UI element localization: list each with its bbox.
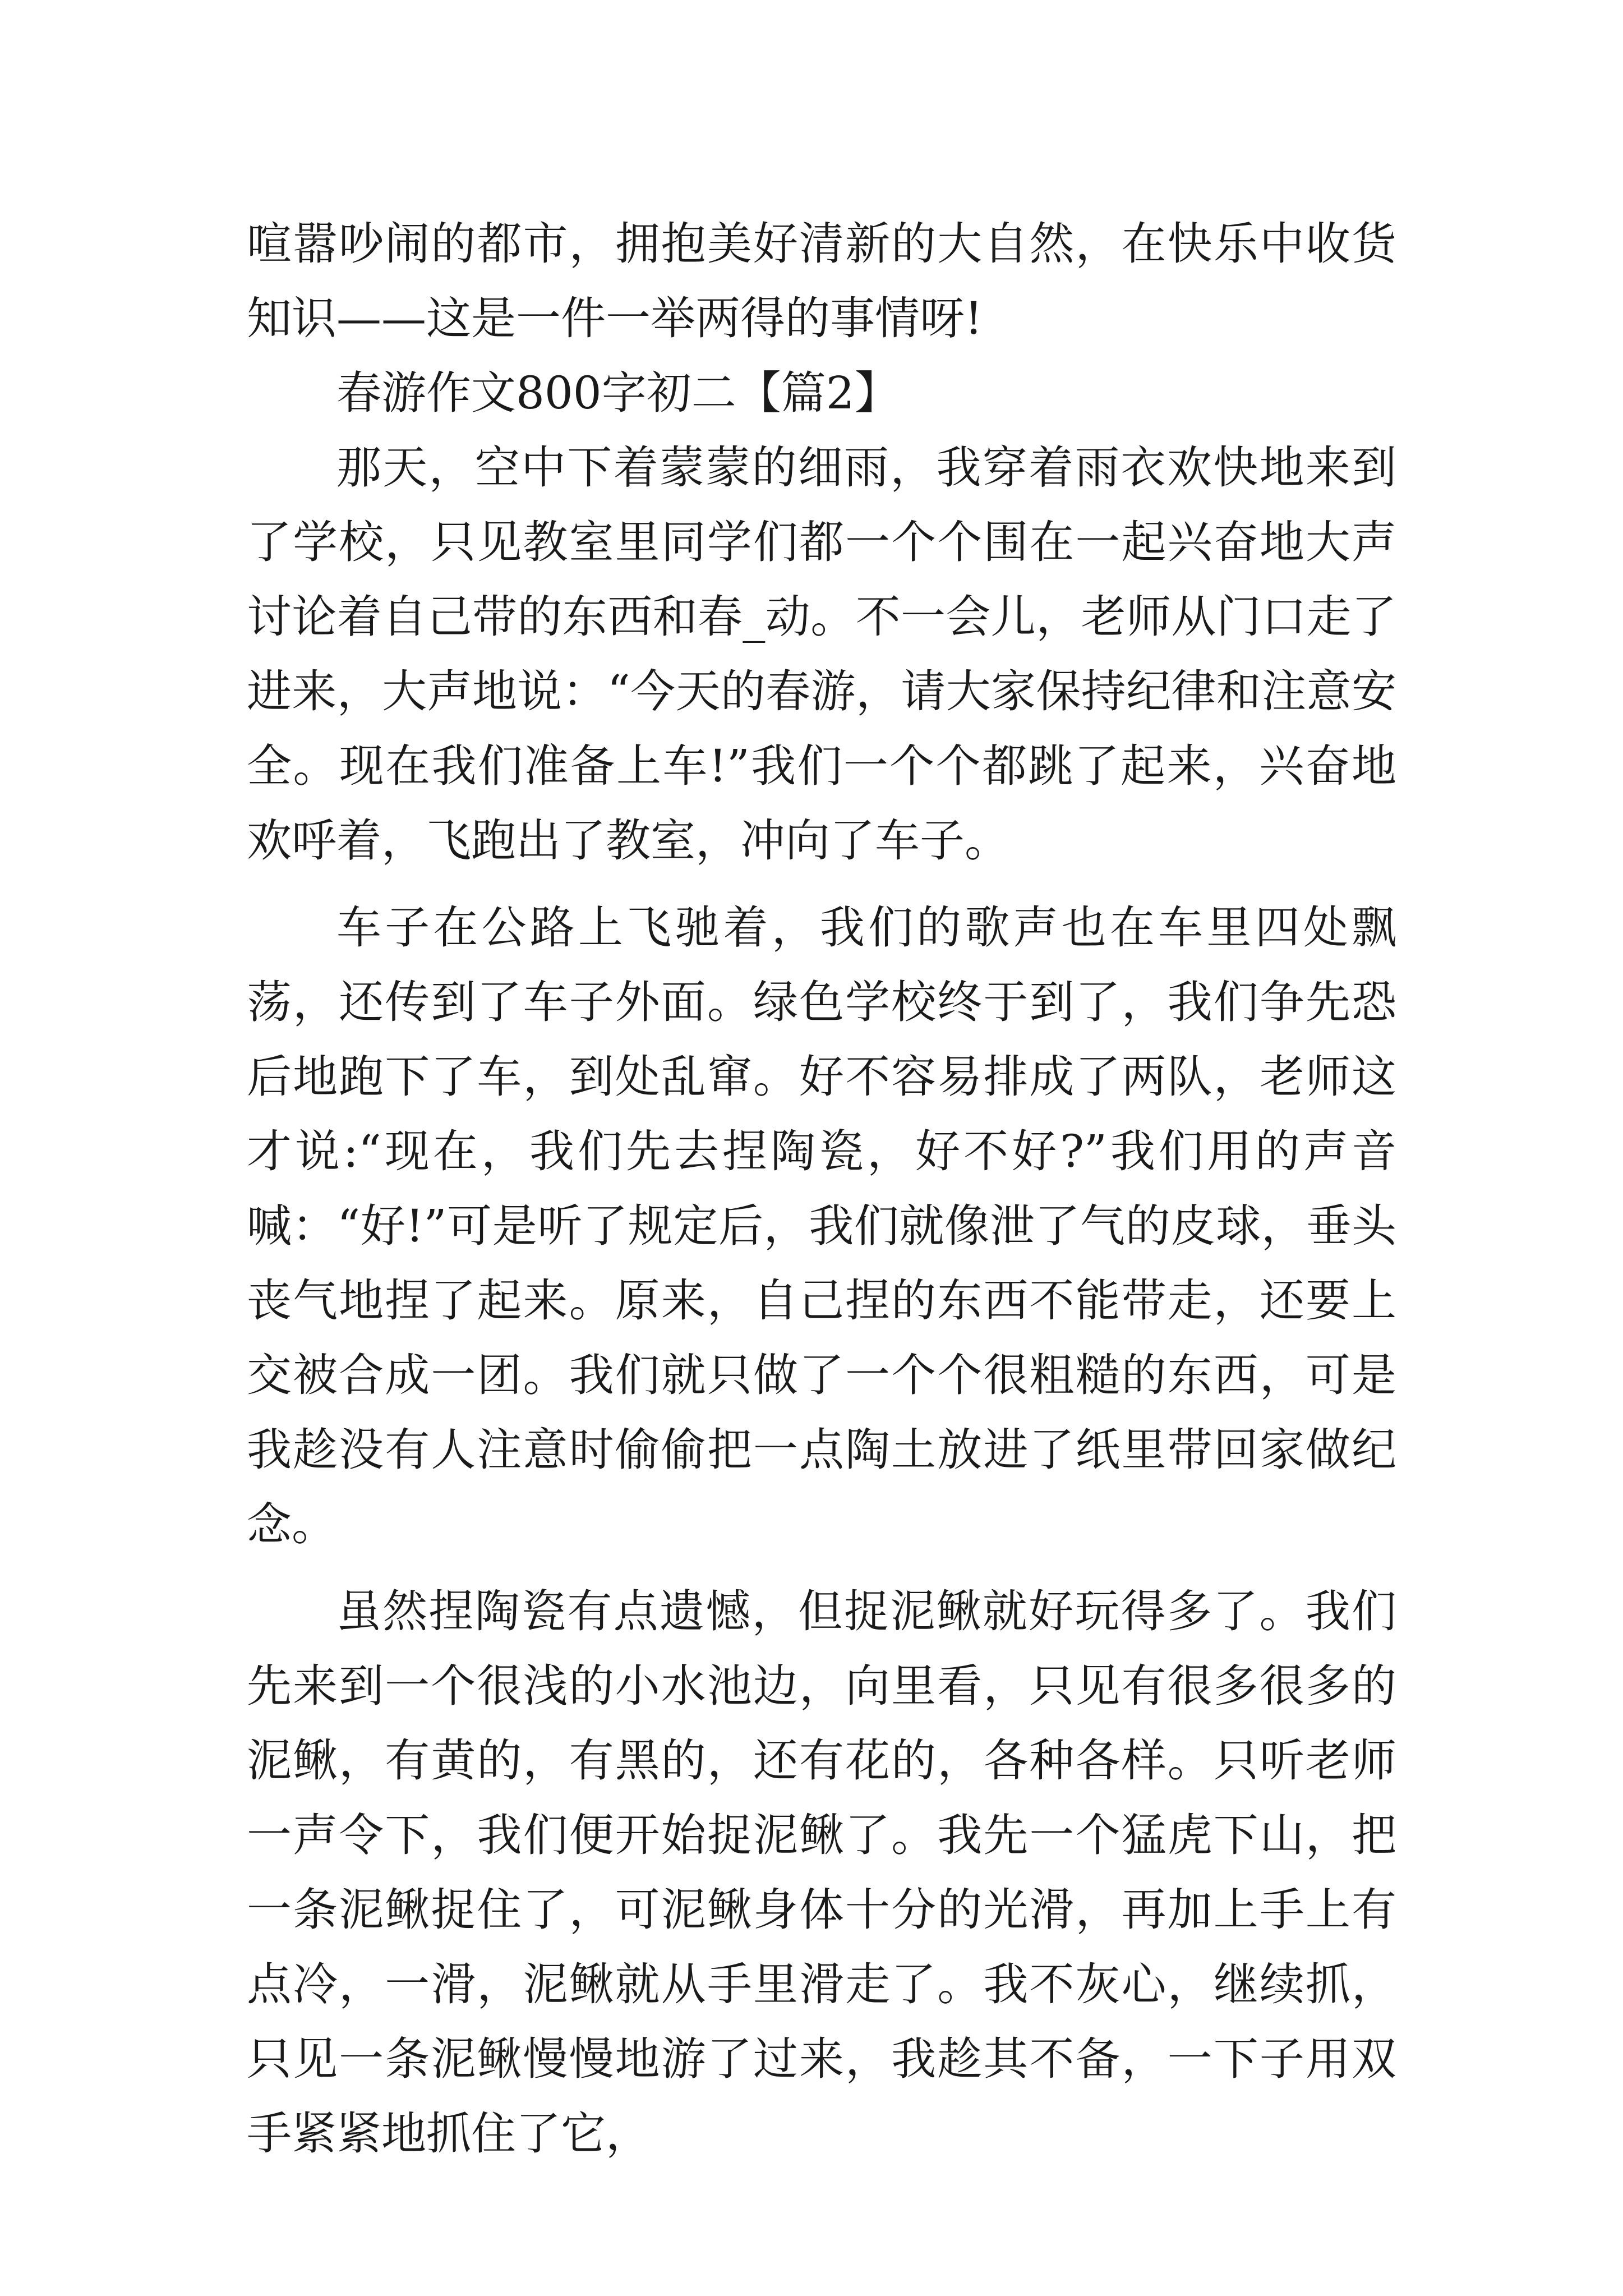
paragraph: 车子在公路上飞驰着，我们的歌声也在车里四处飘荡，还传到了车子外面。绿色学校终于到了，我们争先恐后地跑下了车，到处乱窜。好不容易排成了两队，老师这才说:“现在，我们先去捏陶瓷，好不好?”我们用的声音喊：“好!”可是听了规定后，我们就像泄了气的皮球，垂头丧气地捏了起来。原来，自己捏的东西不能带走，还要上交被合成一团。我们就只做了一个个很粗糙的东西，可是我趁没有人注意时偷偷把一点陶土放进了纸里带回家做纪念。 (247, 901, 1396, 1550)
paragraph-continuation: 喧嚣吵闹的都市，拥抱美好清新的大自然，在快乐中收货知识——这是一件一举两得的事情呀! (247, 218, 1396, 344)
paragraph: 虽然捏陶瓷有点遗憾，但捉泥鳅就好玩得多了。我们先来到一个很浅的小水池边，向里看，只见有很多很多的泥鳅，有黄的，有黑的，还有花的，各种各样。只听老师一声令下，我们便开始捉泥鳅了。我先一个猛虎下山，把一条泥鳅捉住了，可泥鳅身体十分的光滑，再加上手上有点冷，一滑，泥鳅就从手里滑走了。我不灰心，继续抓，只见一条泥鳅慢慢地游了过来，我趁其不备，一下子用双手紧紧地抓住了它， (247, 1585, 1396, 2160)
section-heading: 春游作文800字初二【篇2】 (336, 367, 900, 419)
paragraph: 那天，空中下着蒙蒙的细雨，我穿着雨衣欢快地来到了学校，只见教室里同学们都一个个围在一起兴奋地大声讨论着自己带的东西和春_动。不一会儿，老师从门口走了进来，大声地说：“今天的春游，请大家保持纪律和注意安全。现在我们准备上车!”我们一个个都跳了起来，兴奋地欢呼着，飞跑出了教室，冲向了车子。 (247, 441, 1396, 867)
document-body (247, 206, 1396, 2171)
